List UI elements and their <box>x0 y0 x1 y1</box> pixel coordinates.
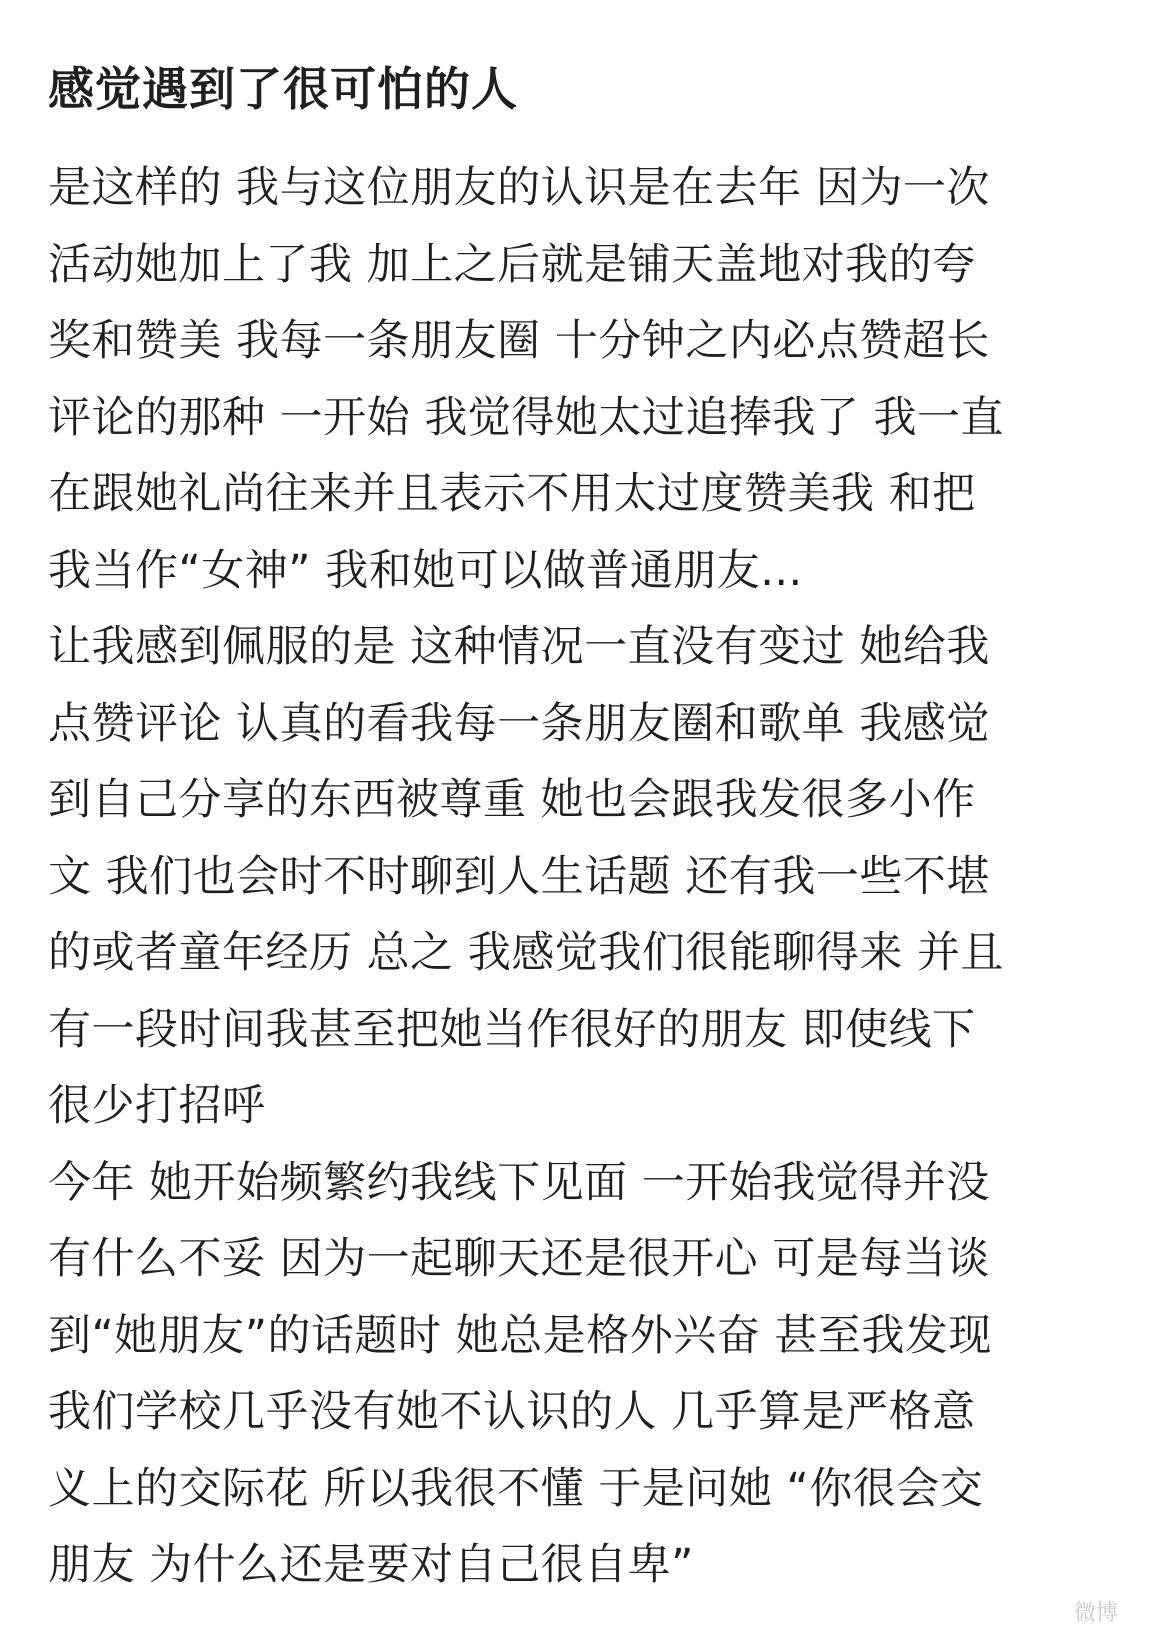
post-body-line: 有什么不妥 因为一起聊天还是很开心 可是每当谈 <box>48 1234 990 1284</box>
watermark: 微博 <box>1073 1601 1118 1626</box>
post-body-line: 我当作“女神” 我和她可以做普通朋友... <box>48 545 803 596</box>
post-body-line: 奖和赞美 我每一条朋友圈 十分钟之内必点赞超长 <box>48 316 990 366</box>
post-title: 感觉遇到了很可怕的人 <box>48 62 518 116</box>
post-body-line: 是这样的 我与这位朋友的认识是在去年 因为一次 <box>48 163 990 213</box>
post-body-line: 的或者童年经历 总之 我感觉我们很能聊得来 并且 <box>48 928 1005 978</box>
post-body-line: 我们学校几乎没有她不认识的人 几乎算是严格意 <box>48 1387 976 1437</box>
post-body-line: 让我感到佩服的是 这种情况一直没有变过 她给我 <box>48 622 990 672</box>
post-body-line: 到“她朋友”的话题时 她总是格外兴奋 甚至我发现 <box>48 1310 992 1361</box>
post-body-line: 今年 她开始频繁约我线下见面 一开始我觉得并没 <box>48 1157 990 1208</box>
post-body <box>48 150 1128 1604</box>
post-body-line: 活动她加上了我 加上之后就是铺天盖地对我的夸 <box>48 239 976 290</box>
post-body-line: 朋友 为什么还是要对自己很自卑” <box>48 1540 694 1590</box>
post-body-line: 很少打招呼 <box>48 1081 266 1131</box>
post-body-line: 评论的那种 一开始 我觉得她太过追捧我了 我一直 <box>48 392 1005 443</box>
post-body-line: 在跟她礼尚往来并且表示不用太过度赞美我 和把 <box>48 469 976 519</box>
post-body-line: 到自己分享的东西被尊重 她也会跟我发很多小作 <box>48 775 976 825</box>
post-body-line: 有一段时间我甚至把她当作很好的朋友 即使线下 <box>48 1004 976 1055</box>
post-body-line: 义上的交际花 所以我很不懂 于是问她 “你很会交 <box>48 1463 984 1514</box>
post-body-line: 文 我们也会时不时聊到人生话题 还有我一些不堪 <box>48 851 990 902</box>
post-body-line: 点赞评论 认真的看我每一条朋友圈和歌单 我感觉 <box>48 698 990 749</box>
